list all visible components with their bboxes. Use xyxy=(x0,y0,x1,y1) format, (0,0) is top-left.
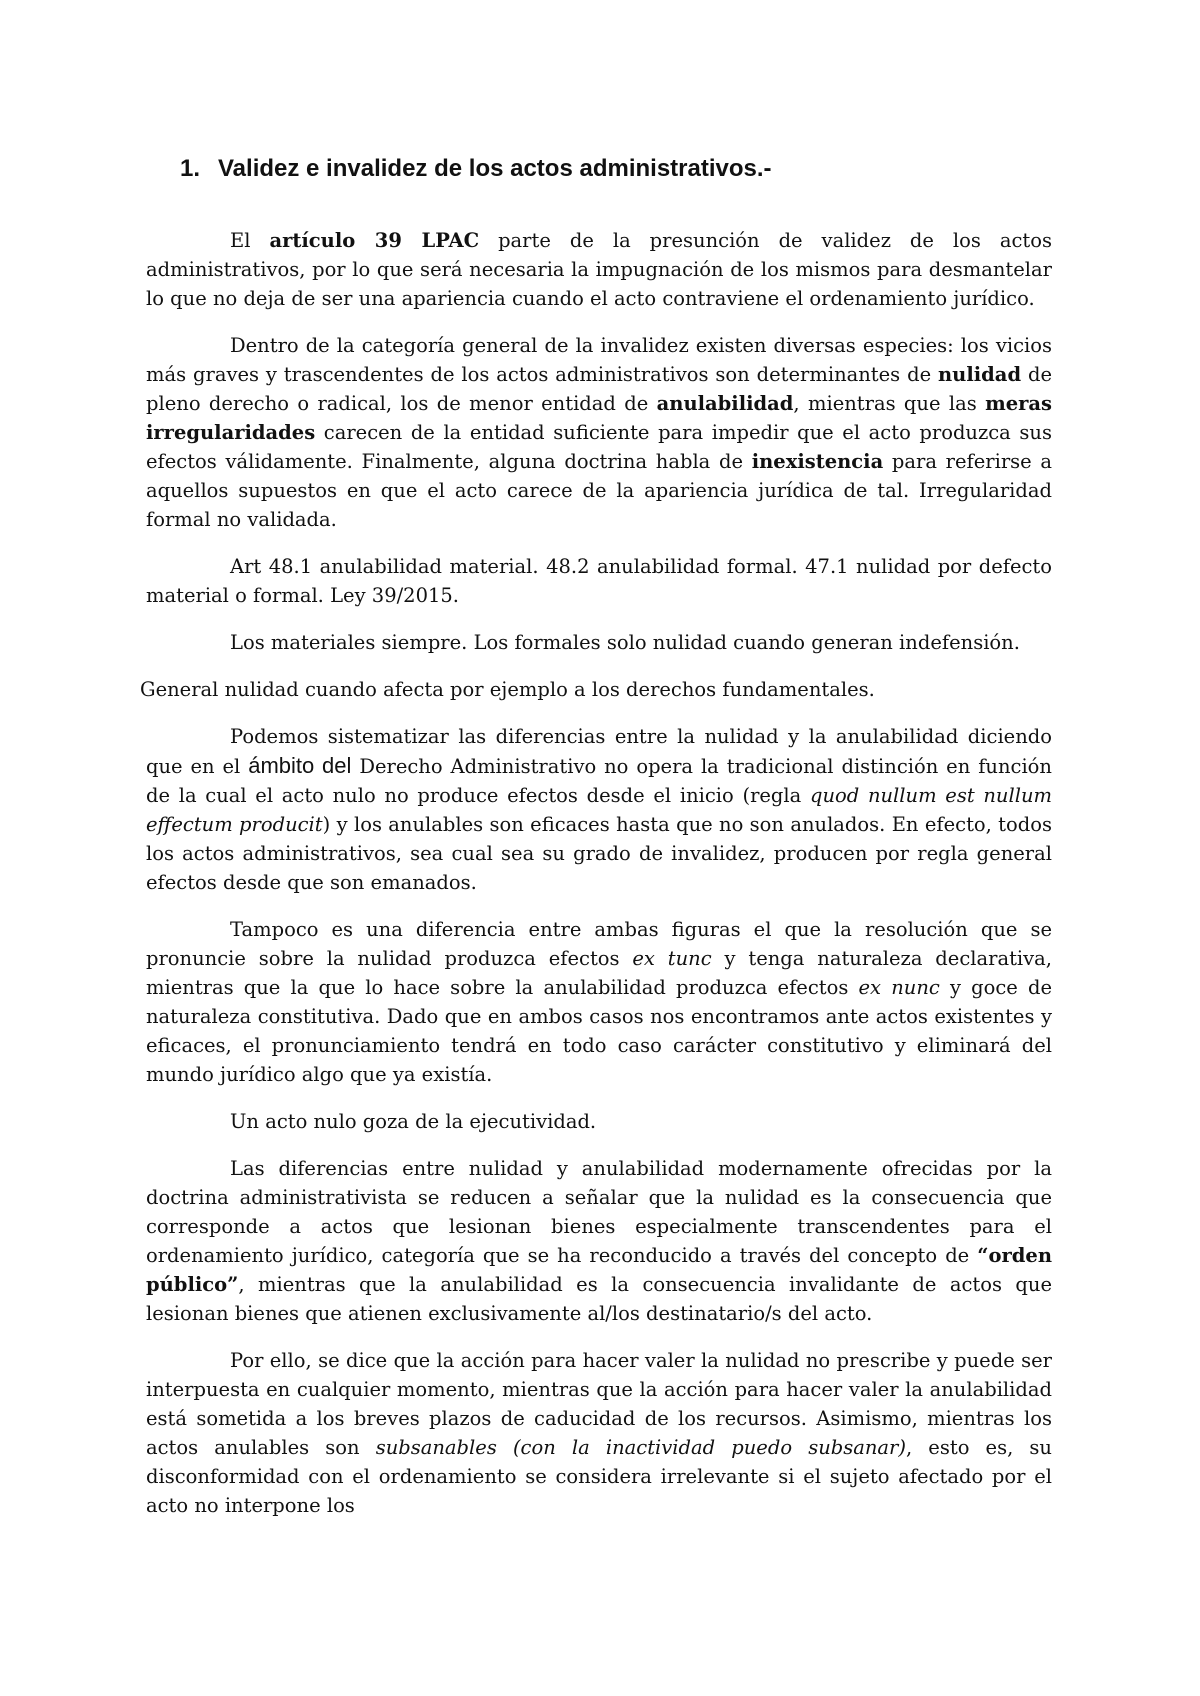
paragraph-8: Un acto nulo goza de la ejecutividad. xyxy=(230,1110,597,1133)
document-body xyxy=(140,226,1053,1520)
paragraph-5: General nulidad cuando afecta por ejemplo a los derechos fundamentales. xyxy=(140,678,875,701)
section-title: Validez e invalidez de los actos administrativos.- xyxy=(218,155,772,182)
paragraph-4: Los materiales siempre. Los formales solo nulidad cuando generan indefensión. xyxy=(230,631,1020,654)
paragraph-2: Dentro de la categoría general de la invalidez existen diversas especies: los vicios más graves y trascendentes de los actos administrativos son determinantes de nulidad de pleno derecho o radical, los de menor entidad de anulabilidad, mientras que las meras irregularidades carecen de la entidad suficiente para impedir que el acto produzca sus efectos válidamente. Finalmente, alguna doctrina habla de inexistencia para referirse a aquellos supuestos en que el acto carece de la apariencia jurídica de tal. Irregularidad formal no validada. xyxy=(146,334,1053,531)
paragraph-1: El artículo 39 LPAC parte de la presunción de validez de los actos administrativos, por lo que será necesaria la impugnación de los mismos para desmantelar lo que no deja de ser una apariencia cuando el acto contraviene el ordenamiento jurídico. xyxy=(146,229,1053,310)
paragraph-10: Por ello, se dice que la acción para hacer valer la nulidad no prescribe y puede ser interpuesta en cualquier momento, mientras que la acción para hacer valer la anulabilidad está sometida a los breves plazos de caducidad de los recursos. Asimismo, mientras los actos anulables son subsanables (con la inactividad puedo subsanar), esto es, su disconformidad con el ordenamiento se considera irrelevante si el sujeto afectado por el acto no interpone los xyxy=(146,1349,1052,1517)
paragraph-9: Las diferencias entre nulidad y anulabilidad modernamente ofrecidas por la doctrina administrativista se reducen a señalar que la nulidad es la consecuencia que corresponde a actos que lesionan bienes especialmente transcendentes para el ordenamiento jurídico, categoría que se ha reconducido a través del concepto de “orden público”, mientras que la anulabilidad es la consecuencia invalidante de actos que lesionan bienes que atienen exclusivamente al/los destinatario/s del acto. xyxy=(146,1157,1052,1325)
section-heading xyxy=(180,155,772,183)
paragraph-7: Tampoco es una diferencia entre ambas figuras el que la resolución que se pronuncie sobre la nulidad produzca efectos ex tunc y tenga naturaleza declarativa, mientras que la que lo hace sobre la anulabilidad produzca efectos ex nunc y goce de naturaleza constitutiva. Dado que en ambos casos nos encontramos ante actos existentes y eficaces, el pronunciamiento tendrá en todo caso carácter constitutivo y eliminará del mundo jurídico algo que ya existía. xyxy=(146,918,1052,1086)
paragraph-6: Podemos sistematizar las diferencias entre la nulidad y la anulabilidad diciendo que en el ámbito del Derecho Administrativo no opera la tradicional distinción en función de la cual el acto nulo no produce efectos desde el inicio (regla quod nullum est nullum effectum producit) y los anulables son eficaces hasta que no son anulados. En efecto, todos los actos administrativos, sea cual sea su grado de invalidez, producen por regla general efectos desde que son emanados. xyxy=(146,725,1052,894)
section-number: 1. xyxy=(180,155,201,182)
paragraph-3: Art 48.1 anulabilidad material. 48.2 anulabilidad formal. 47.1 nulidad por defecto material o formal. Ley 39/2015. xyxy=(146,555,1052,607)
